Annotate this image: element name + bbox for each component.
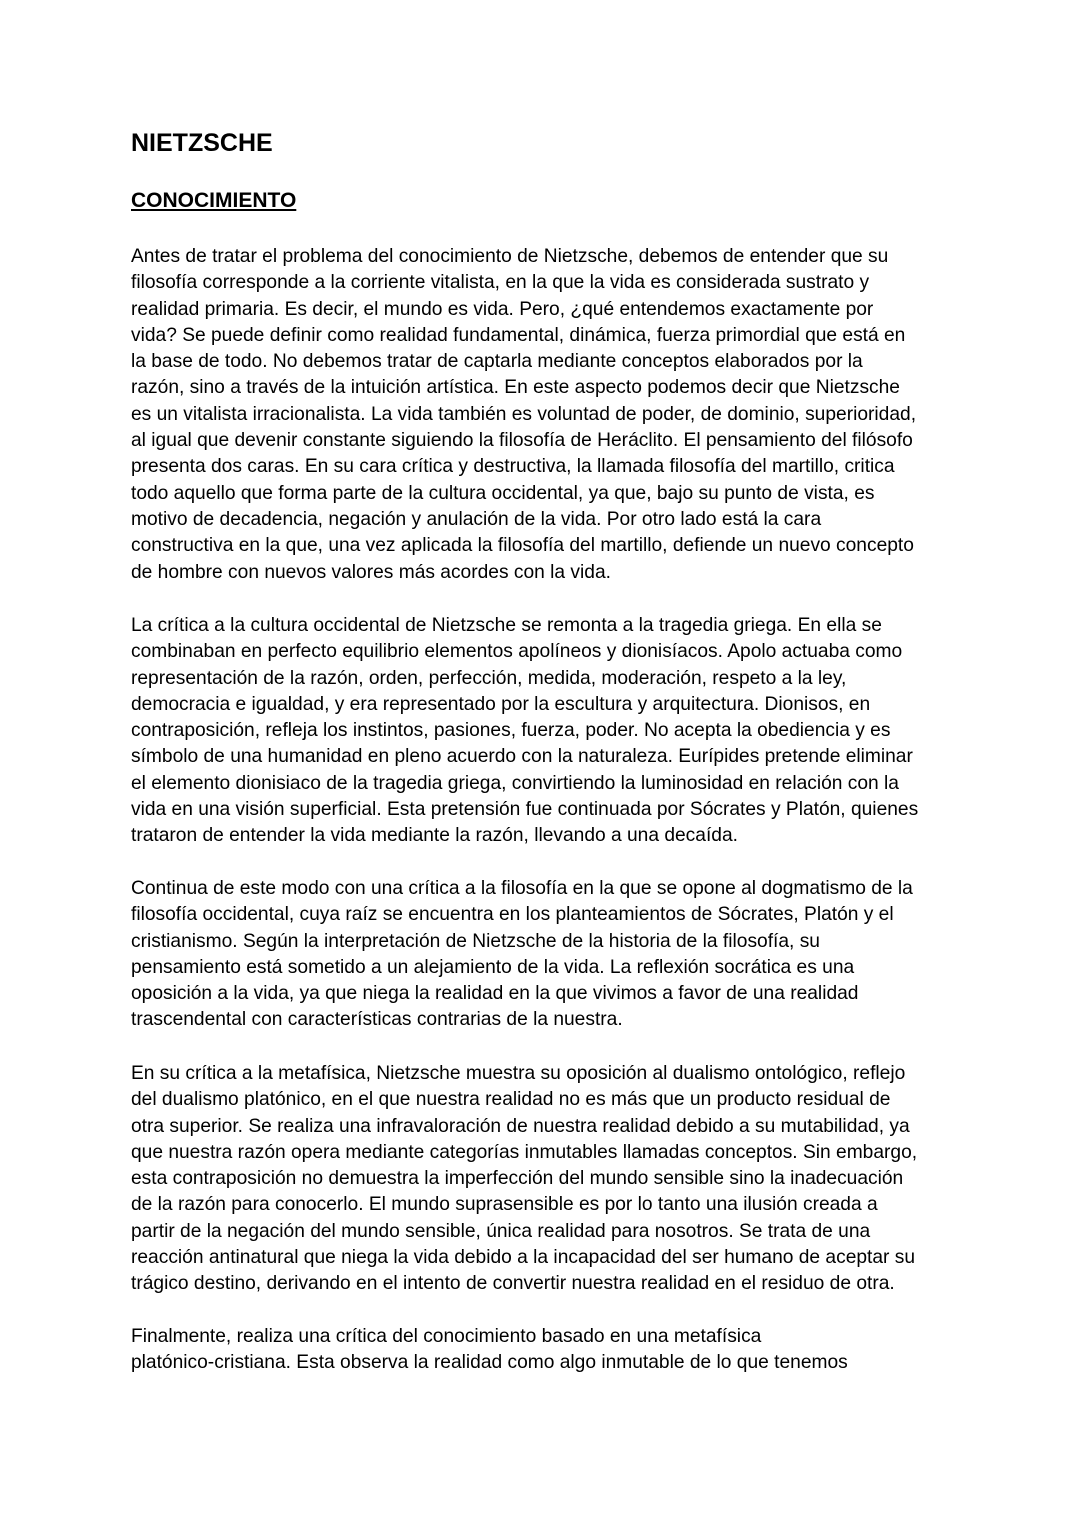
text-line: al igual que devenir constante siguiendo la filosofía de Heráclito. El pensamiento del filósofo bbox=[131, 430, 913, 452]
text-line: otra superior. Se realiza una infravaloración de nuestra realidad debido a su mutabilidad, ya bbox=[131, 1115, 910, 1137]
text-line: motivo de decadencia, negación y anulación de la vida. Por otro lado está la cara bbox=[131, 508, 822, 530]
text-line: vida? Se puede definir como realidad fundamental, dinámica, fuerza primordial que está en bbox=[131, 324, 906, 346]
text-line: que nuestra razón opera mediante categorías inmutables llamadas conceptos. Sin embargo, bbox=[131, 1141, 918, 1163]
text-line: trascendental con características contrarias de la nuestra. bbox=[131, 1009, 623, 1031]
text-line: representación de la razón, orden, perfección, medida, moderación, respeto a la ley, bbox=[131, 667, 847, 689]
text-line: oposición a la vida, ya que niega la realidad en la que vivimos a favor de una realidad bbox=[131, 983, 859, 1005]
text-line: símbolo de una humanidad en pleno acuerdo con la naturaleza. Eurípides pretende eliminar bbox=[131, 746, 913, 768]
text-line: platónico-cristiana. Esta observa la realidad como algo inmutable de lo que tenemos bbox=[131, 1352, 848, 1374]
text-line: combinaban en perfecto equilibrio elementos apolíneos y dionisíacos. Apolo actuaba como bbox=[131, 641, 903, 663]
text-line: pensamiento está sometido a un alejamiento de la vida. La reflexión socrática es una bbox=[131, 956, 855, 978]
text-line: razón, sino a través de la intuición artística. En este aspecto podemos decir que Nietzsche bbox=[131, 377, 900, 399]
text-line: democracia e igualdad, y era representado por la escultura y arquitectura. Dionisos, en bbox=[131, 693, 871, 715]
text-line: vida en una visión superficial. Esta pretensión fue continuada por Sócrates y Platón, quienes bbox=[131, 799, 919, 821]
text-line: la base de todo. No debemos tratar de captarla mediante conceptos elaborados por la bbox=[131, 351, 863, 373]
paragraph-4 bbox=[131, 1061, 1031, 1298]
paragraph-3 bbox=[131, 876, 1031, 1034]
text-line: constructiva en la que, una vez aplicada la filosofía del martillo, defiende un nuevo concepto bbox=[131, 535, 914, 557]
text-line: Continua de este modo con una crítica a la filosofía en la que se opone al dogmatismo de la bbox=[131, 878, 913, 899]
text-line: esta contraposición no demuestra la imperfección del mundo sensible sino la inadecuación bbox=[131, 1168, 904, 1190]
paragraph-1 bbox=[131, 244, 1031, 586]
text-line: La crítica a la cultura occidental de Nietzsche se remonta a la tragedia griega. En ella se bbox=[131, 615, 882, 636]
text-line: trágico destino, derivando en el intento de convertir nuestra realidad en el residuo de otra. bbox=[131, 1273, 895, 1295]
text-line: Antes de tratar el problema del conocimiento de Nietzsche, debemos de entender que su bbox=[131, 246, 889, 267]
section-heading: CONOCIMIENTO bbox=[131, 189, 297, 212]
text-line: trataron de entender la vida mediante la razón, llevando a una decaída. bbox=[131, 825, 738, 847]
paragraph-5 bbox=[131, 1324, 1031, 1377]
text-line: el elemento dionisiaco de la tragedia griega, convirtiendo la luminosidad en relación con la bbox=[131, 772, 899, 794]
text-line: es un vitalista irracionalista. La vida también es voluntad de poder, de dominio, superioridad, bbox=[131, 403, 917, 425]
text-line: de hombre con nuevos valores más acordes con la vida. bbox=[131, 561, 611, 583]
text-line: partir de la negación del mundo sensible, única realidad para nosotros. Se trata de una bbox=[131, 1220, 871, 1242]
text-line: presenta dos caras. En su cara crítica y destructiva, la llamada filosofía del martillo, critica bbox=[131, 456, 895, 478]
text-line: cristianismo. Según la interpretación de Nietzsche de la historia de la filosofía, su bbox=[131, 930, 820, 952]
text-line: todo aquello que forma parte de la cultura occidental, ya que, bajo su punto de vista, es bbox=[131, 482, 875, 504]
text-line: del dualismo platónico, en el que nuestra realidad no es más que un producto residual de bbox=[131, 1089, 891, 1111]
text-line: Finalmente, realiza una crítica del conocimiento basado en una metafísica bbox=[131, 1326, 762, 1347]
text-line: filosofía occidental, cuya raíz se encuentra en los planteamientos de Sócrates, Platón y el bbox=[131, 904, 894, 926]
text-line: realidad primaria. Es decir, el mundo es vida. Pero, ¿qué entendemos exactamente por bbox=[131, 298, 874, 320]
text-line: de la razón para conocerlo. El mundo suprasensible es por lo tanto una ilusión creada a bbox=[131, 1194, 878, 1216]
text-line: contraposición, refleja los instintos, pasiones, fuerza, poder. No acepta la obediencia y es bbox=[131, 720, 891, 742]
paragraph-2 bbox=[131, 613, 1031, 850]
document-title: NIETZSCHE bbox=[131, 129, 273, 157]
text-line: filosofía corresponde a la corriente vitalista, en la que la vida es considerada sustrato y bbox=[131, 272, 870, 294]
text-line: En su crítica a la metafísica, Nietzsche muestra su oposición al dualismo ontológico, reflejo bbox=[131, 1063, 906, 1084]
text-line: reacción antinatural que niega la vida debido a la incapacidad del ser humano de aceptar su bbox=[131, 1247, 916, 1269]
